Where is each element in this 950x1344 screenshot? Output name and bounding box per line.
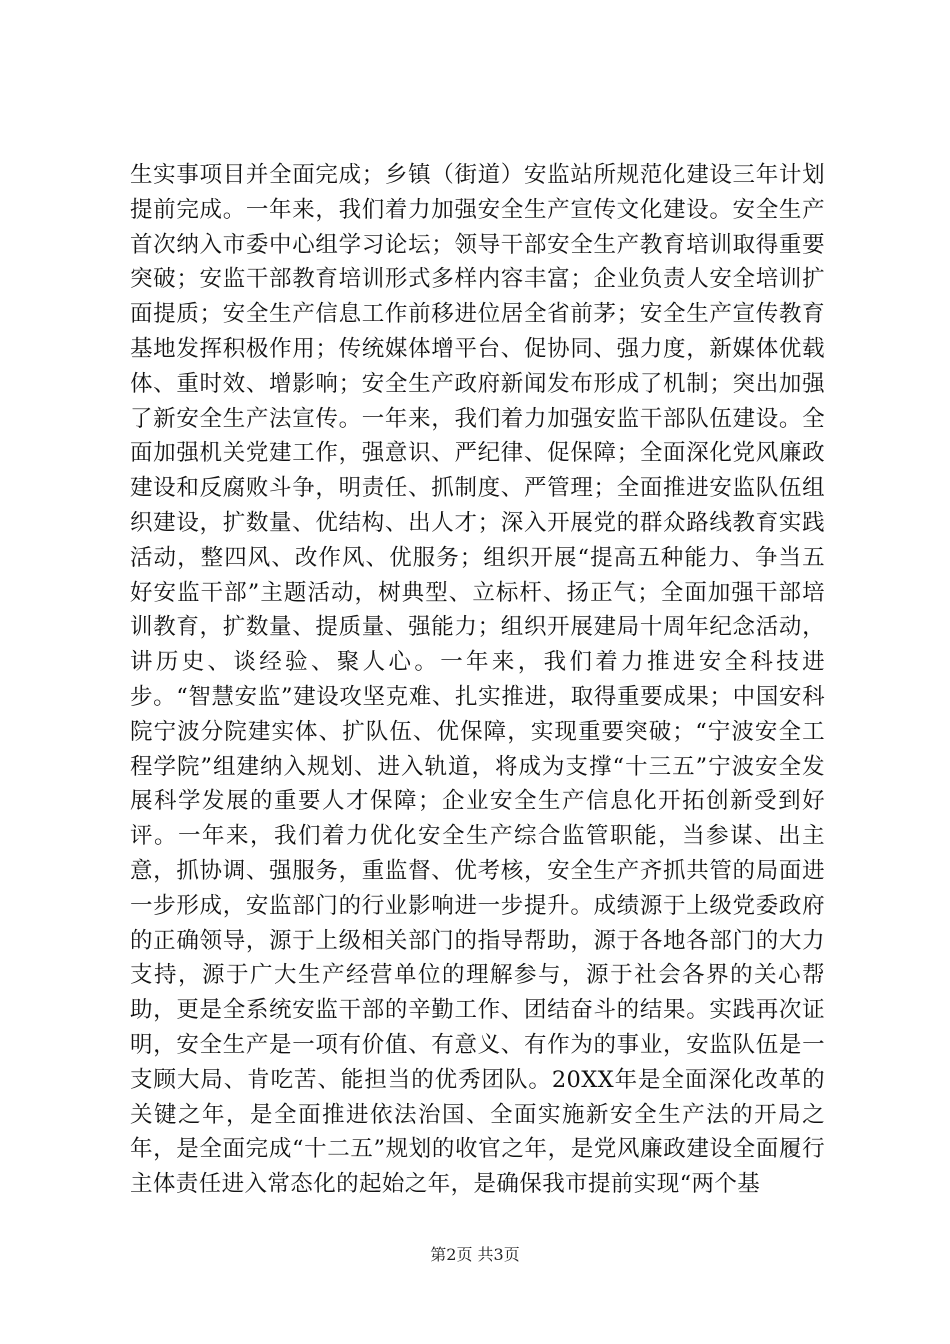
page-number-footer: 第2页 共3页 — [430, 1245, 520, 1264]
body-paragraph: 生实事项目并全面完成；乡镇（街道）安监站所规范化建设三年计划提前完成。一年来，我们着力加强安全生产宣传文化建设。安全生产首次纳入市委中心组学习论坛；领导干部安全生产教育培训取得重要突破；安监干部教育培训形式多样内容丰富；企业负责人安全培训扩面提质；安全生产信息工作前移进位居全省前茅；安全生产宣传教育基地发挥积极作用；传统媒体增平台、促协同、强力度，新媒体优载体、重时效、增影响；安全生产政府新闻发布形成了机制；突出加强了新安全生产法宣传。一年来，我们着力加强安监干部队伍建设。全面加强机关党建工作，强意识、严纪律、促保障；全面深化党风廉政建设和反腐败斗争，明责任、抓制度、严管理；全面推进安监队伍组织建设，扩数量、优结构、出人才；深入开展党的群众路线教育实践活动，整四风、改作风、优服务；组织开展“提高五种能力、争当五好安监干部”主题活动，树典型、立标杆、扬正气；全面加强干部培训教育，扩数量、提质量、强能力；组织开展建局十周年纪念活动，讲历史、谈经验、聚人心。一年来，我们着力推进安全科技进步。“智慧安监”建设攻坚克难、扎实推进，取得重要成果；中国安科院宁波分院建实体、扩队伍、优保障，实现重要突破；“宁波安全工程学院”组建纳入规划、进入轨道，将成为支撑“十三五”宁波安全发展科学发展的重要人才保障；企业安全生产信息化开拓创新受到好评。一年来，我们着力优化安全生产综合监管职能，当参谋、出主意，抓协调、强服务，重监督、优考核，安全生产齐抓共管的局面进一步形成，安监部门的行业影响进一步提升。成绩源于上级党委政府的正确领导，源于上级相关部门的指导帮助，源于各地各部门的大力支持，源于广大生产经营单位的理解参与，源于社会各界的关心帮助，更是全系统安监干部的辛勤工作、团结奋斗的结果。实践再次证明，安全生产是一项有价值、有意义、有作为的事业，安监队伍是一支顾大局、肯吃苦、能担当的优秀团队。20XX年是全面深化改革的关键之年，是全面推进依法治国、全面实施新安全生产法的开局之年，是全面完成“十二五”规划的收官之年，是党风廉政建设全面履行主体责任进入常态化的起始之年，是确保我市提前实现“两个基 — [130, 162, 825, 1198]
